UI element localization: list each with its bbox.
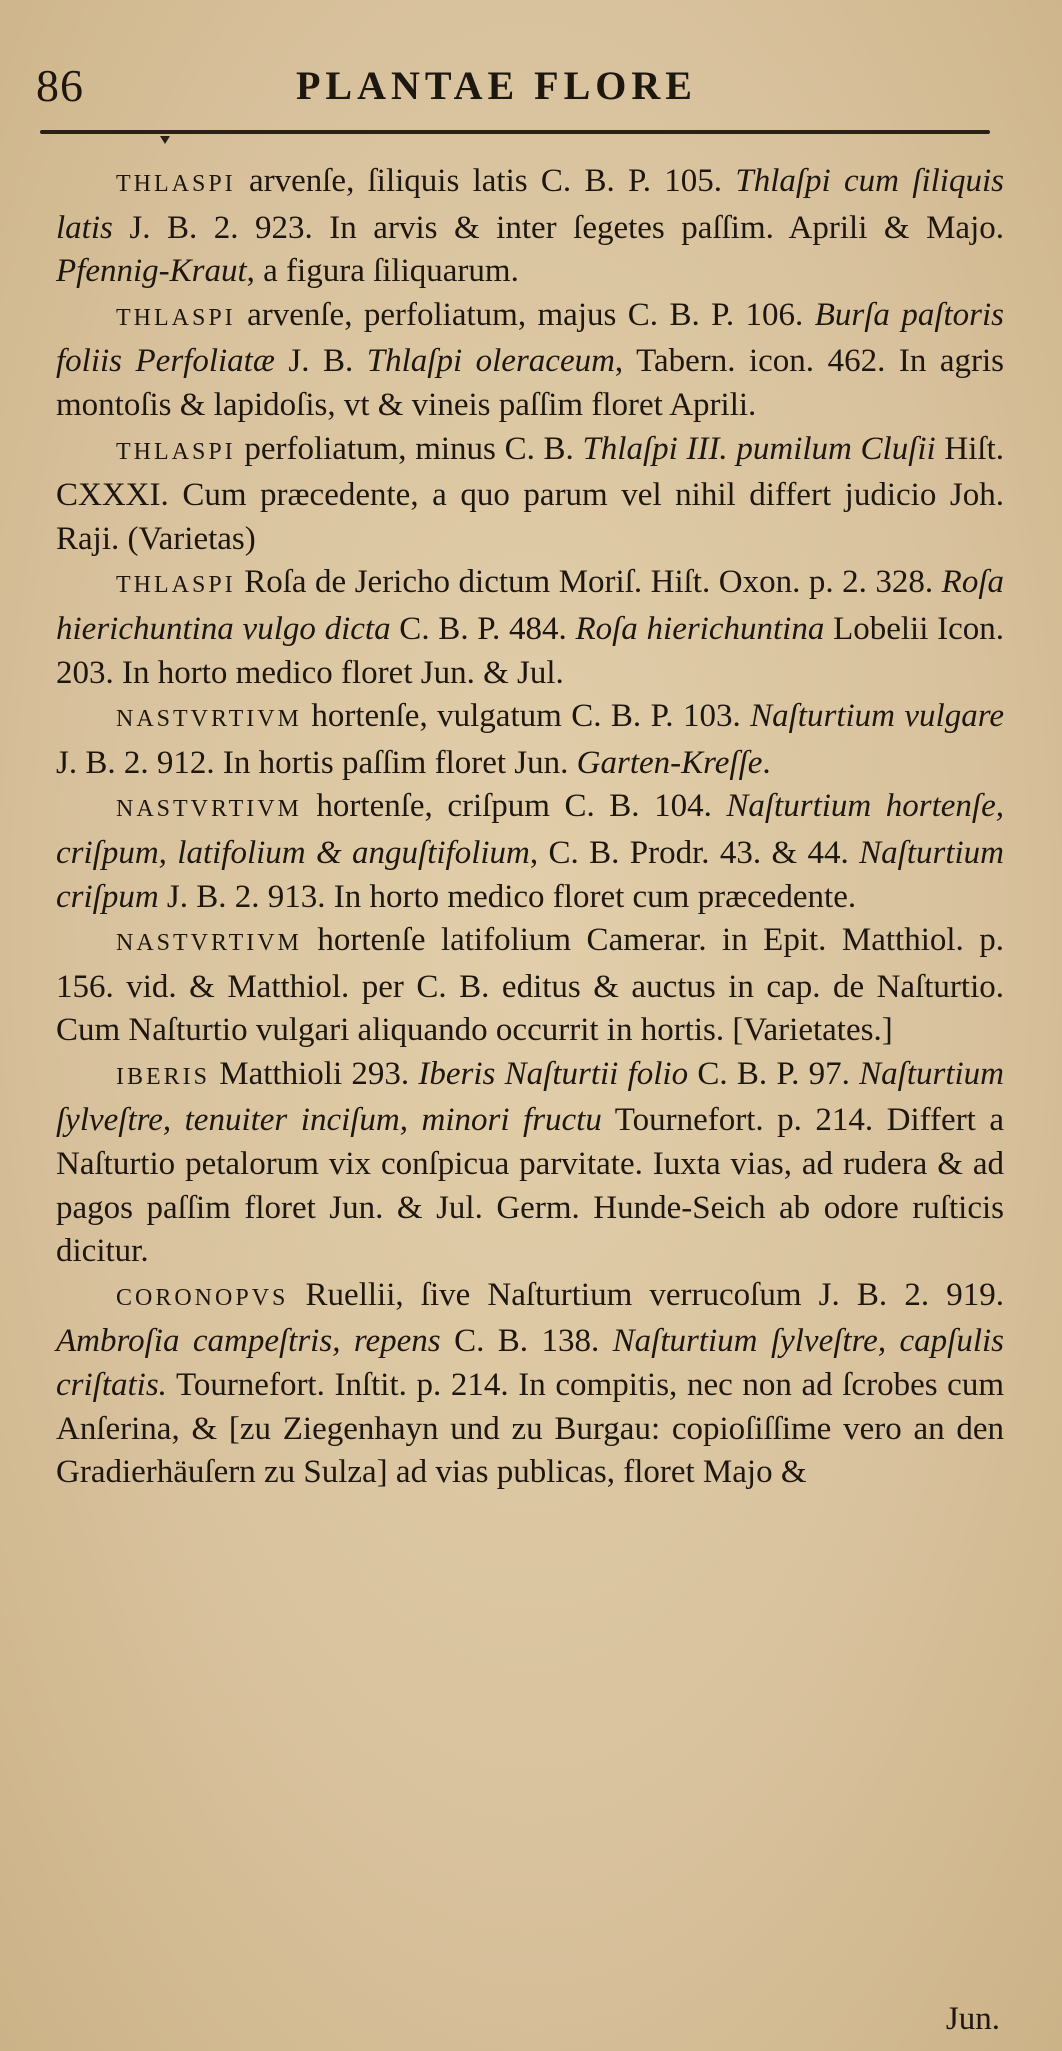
page-number: 86: [36, 60, 84, 111]
genus-name: NASTVRTIVM: [116, 796, 302, 823]
synonym-italic: Naſturtium vulgare: [750, 698, 1004, 735]
running-title: PLANTAE FLORE: [296, 63, 697, 108]
synonym-italic: Thlaſpi III. pumilum Cluſii: [582, 430, 936, 467]
entry-text: Tournefort. p. 214. Differt a Naſturtio petalorum vix conſpicua parvitate. Iuxta vias, ad rudera & ad pagos paſſim floret Jun. & Jul. Germ. Hunde-Seich ab odore ruſticis dicitur.: [56, 1102, 1005, 1270]
synonym-italic: Thlaſpi oleraceum: [366, 343, 615, 380]
genus-name: THLASPI: [116, 171, 236, 197]
german-name: Garten-Kreſſe: [576, 744, 763, 781]
synonym-italic: Iberis Naſturtii folio: [418, 1055, 689, 1092]
entry-text: hortenſe latifolium Camerar. in Epit. Matthiol. p. 156. vid. & Matthiol. per C. B. editus & auctus in cap. de Naſturtio. Cum Naſturtio vulgari aliquando occurrit in hortis. [Varietates.]: [56, 922, 1004, 1049]
entry-text: C. B. P. 97.: [688, 1055, 860, 1092]
synonym-italic: Naſturtium ſylveſtre, capſulis criſtatis.: [56, 1323, 1005, 1404]
entry-text: , C. B. Prodr. 43. & 44.: [529, 834, 860, 871]
entry-iberis: [56, 1053, 1004, 1274]
entry-thlaspi-rosa-de-jericho: [56, 561, 1004, 695]
entry-text: C. B. P. 484.: [390, 610, 576, 647]
entry-text: J. B. 2. 912. In hortis paſſim floret Jun.: [56, 744, 577, 781]
synonym-italic: Naſturtium hortenſe, criſpum, latifolium & anguſtifolium: [56, 788, 1004, 871]
entry-thlaspi-perfoliatum-minus: [56, 428, 1004, 562]
entry-text: Ruellii, ſive Naſturtium verrucoſum J. B. 2. 919.: [288, 1276, 1004, 1313]
entry-text: J. B.: [274, 343, 367, 380]
entry-text: , Tabern. icon. 462. In agris montoſis & lapidoſis, vt & vineis paſſim floret Aprili.: [56, 343, 1004, 423]
genus-name: NASTVRTIVM: [116, 706, 302, 733]
entry-text: hortenſe, vulgatum C. B. P. 103.: [301, 698, 751, 735]
entry-text: Hiſt. CXXXI. Cum præcedente, a quo parum vel nihil differt judicio Joh. Raji. (Varietas): [56, 430, 1004, 557]
header-rule: [40, 130, 990, 134]
entry-thlaspi-arvense: [56, 160, 1004, 294]
entry-text: .: [762, 744, 771, 781]
synonym-italic: Roſa hierichuntina: [575, 610, 825, 647]
german-name: Pfennig-Kraut: [56, 253, 247, 290]
genus-name: CORONOPVS: [116, 1284, 289, 1311]
synonym-italic: Ambroſia campeſtris, repens: [56, 1323, 441, 1360]
entry-text: arvenſe, perfoliatum, majus C. B. P. 106.: [235, 296, 815, 333]
entry-text: J. B. 2. 913. In horto medico floret cum præcedente.: [158, 878, 857, 915]
entry-text: J. B. 2. 923. In arvis & inter ſegetes paſſim. Aprili & Majo.: [112, 209, 1004, 246]
synonym-italic: Naſturtium ſylveſtre, tenuiter inciſum, minori fructu: [56, 1055, 1004, 1139]
entry-coronopus: [56, 1274, 1004, 1495]
catchword: Jun.: [945, 2001, 1000, 2037]
entry-text: Roſa de Jericho dictum Moriſ. Hiſt. Oxon. p. 2. 328.: [235, 564, 942, 601]
synonym-italic: Naſturtium criſpum: [56, 834, 1005, 915]
entry-nasturtium-crispum: [56, 785, 1004, 919]
page-header: [36, 56, 996, 116]
genus-name: THLASPI: [116, 438, 236, 465]
entry-nasturtium-latifolium: [56, 919, 1004, 1053]
synonym-italic: Thlaſpi cum ſiliquis latis: [56, 163, 1004, 246]
genus-name: NASTVRTIVM: [116, 930, 302, 957]
body-text: [56, 160, 1004, 1495]
genus-name: THLASPI: [116, 304, 236, 331]
entry-text: Lobelii Icon. 203. In horto medico floret Jun. & Jul.: [56, 610, 1005, 691]
genus-name: THLASPI: [116, 572, 236, 599]
entry-text: arvenſe, ſiliquis latis C. B. P. 105.: [235, 163, 736, 199]
rule-ornament: [160, 136, 170, 144]
entry-thlaspi-perfoliatum-majus: [56, 294, 1004, 428]
synonym-italic: Roſa hierichuntina vulgo dicta: [56, 564, 1004, 647]
entry-text: Matthioli 293.: [210, 1055, 419, 1092]
entry-text: , a figura ſiliquarum.: [246, 253, 519, 290]
entry-text: hortenſe, criſpum C. B. 104.: [301, 788, 727, 825]
synonym-italic: Burſa paſtoris foliis Perfoliatæ: [56, 296, 1005, 380]
genus-name: IBERIS: [116, 1063, 211, 1090]
entry-nasturtium-vulgatum: [56, 695, 1004, 785]
entry-text: C. B. 138.: [440, 1323, 613, 1360]
entry-text: Tournefort. Inſtit. p. 214. In compitis, nec non ad ſcrobes cum Anſerina, & [zu Ziegenhayn und zu Burgau: copioſiſſime vero an den Gradierhäuſern zu Sulza] ad vias publicas, floret Majo &: [56, 1367, 1004, 1491]
entry-text: perfoliatum, minus C. B.: [235, 430, 583, 467]
